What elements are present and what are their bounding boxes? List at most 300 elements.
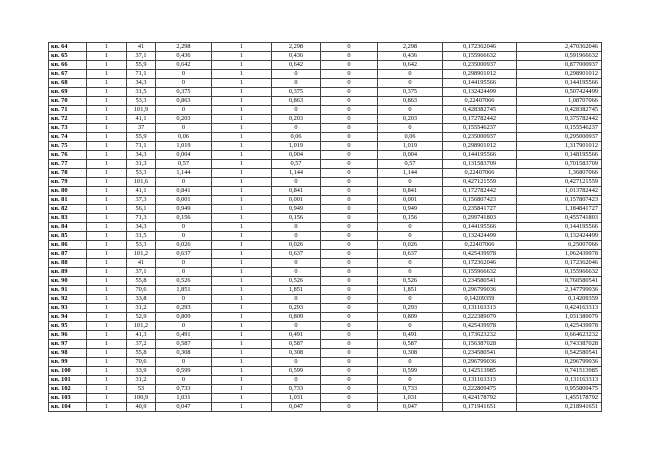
table-row bbox=[49, 340, 602, 349]
factor-cell: 1 bbox=[212, 223, 272, 232]
share-cell: 0,172362046 bbox=[443, 259, 517, 268]
factor-cell: 1 bbox=[212, 358, 272, 367]
count-cell: 1 bbox=[87, 160, 127, 169]
subtotal-cell: 0 bbox=[378, 106, 443, 115]
apartment-cell: кв. 95 bbox=[49, 322, 87, 331]
zero-cell: 0 bbox=[321, 322, 378, 331]
table-row bbox=[49, 385, 602, 394]
adjusted-value-cell: 0,491 bbox=[272, 331, 321, 340]
share-cell: 0,428382745 bbox=[443, 106, 517, 115]
total-cell: 0,25007066 bbox=[517, 241, 602, 250]
adjusted-value-cell: 0 bbox=[272, 178, 321, 187]
value-cell: 0,599 bbox=[156, 367, 212, 376]
adjusted-value-cell: 0,001 bbox=[272, 196, 321, 205]
zero-cell: 0 bbox=[321, 385, 378, 394]
share-cell: 0,155546237 bbox=[443, 124, 517, 133]
adjusted-value-cell: 0,57 bbox=[272, 160, 321, 169]
value-cell: 1,144 bbox=[156, 169, 212, 178]
area-cell: 37,1 bbox=[127, 52, 156, 61]
total-cell: 0,131163313 bbox=[517, 376, 602, 385]
apartment-cell: кв. 83 bbox=[49, 214, 87, 223]
factor-cell: 1 bbox=[212, 376, 272, 385]
count-cell: 1 bbox=[87, 250, 127, 259]
adjusted-value-cell: 0,841 bbox=[272, 187, 321, 196]
subtotal-cell: 0 bbox=[378, 124, 443, 133]
total-cell: 0,428382745 bbox=[517, 106, 602, 115]
value-cell: 1,019 bbox=[156, 142, 212, 151]
subtotal-cell: 0,642 bbox=[378, 61, 443, 70]
zero-cell: 0 bbox=[321, 241, 378, 250]
table-row bbox=[49, 223, 602, 232]
table-body bbox=[49, 43, 602, 412]
area-cell: 71,3 bbox=[127, 214, 156, 223]
factor-cell: 1 bbox=[212, 322, 272, 331]
area-cell: 31,5 bbox=[127, 88, 156, 97]
table-row bbox=[49, 124, 602, 133]
table-row bbox=[49, 160, 602, 169]
zero-cell: 0 bbox=[321, 115, 378, 124]
count-cell: 1 bbox=[87, 385, 127, 394]
subtotal-cell: 0,06 bbox=[378, 133, 443, 142]
zero-cell: 0 bbox=[321, 88, 378, 97]
total-cell: 0,877000937 bbox=[517, 61, 602, 70]
area-cell: 101,9 bbox=[127, 106, 156, 115]
factor-cell: 1 bbox=[212, 286, 272, 295]
table-row bbox=[49, 241, 602, 250]
factor-cell: 1 bbox=[212, 133, 272, 142]
adjusted-value-cell: 0 bbox=[272, 223, 321, 232]
zero-cell: 0 bbox=[321, 340, 378, 349]
area-cell: 34,3 bbox=[127, 223, 156, 232]
area-cell: 41,1 bbox=[127, 187, 156, 196]
area-cell: 33,9 bbox=[127, 367, 156, 376]
subtotal-cell: 0 bbox=[378, 70, 443, 79]
share-cell: 0,299741803 bbox=[443, 214, 517, 223]
adjusted-value-cell: 0,642 bbox=[272, 61, 321, 70]
value-cell: 1,851 bbox=[156, 286, 212, 295]
factor-cell: 1 bbox=[212, 367, 272, 376]
count-cell: 1 bbox=[87, 241, 127, 250]
area-cell: 55,9 bbox=[127, 133, 156, 142]
apartment-cell: кв. 78 bbox=[49, 169, 87, 178]
apartment-cell: кв. 100 bbox=[49, 367, 87, 376]
adjusted-value-cell: 0,949 bbox=[272, 205, 321, 214]
subtotal-cell: 0,587 bbox=[378, 340, 443, 349]
apartment-cell: кв. 90 bbox=[49, 277, 87, 286]
value-cell: 0,308 bbox=[156, 349, 212, 358]
apartment-cell: кв. 73 bbox=[49, 124, 87, 133]
apartment-cell: кв. 74 bbox=[49, 133, 87, 142]
value-cell: 2,298 bbox=[156, 43, 212, 52]
zero-cell: 0 bbox=[321, 313, 378, 322]
area-cell: 52,9 bbox=[127, 313, 156, 322]
zero-cell: 0 bbox=[321, 124, 378, 133]
value-cell: 0,949 bbox=[156, 205, 212, 214]
zero-cell: 0 bbox=[321, 331, 378, 340]
apartment-cell: кв. 99 bbox=[49, 358, 87, 367]
zero-cell: 0 bbox=[321, 187, 378, 196]
subtotal-cell: 0,841 bbox=[378, 187, 443, 196]
zero-cell: 0 bbox=[321, 160, 378, 169]
subtotal-cell: 0,047 bbox=[378, 403, 443, 412]
area-cell: 55,9 bbox=[127, 61, 156, 70]
total-cell: 1,013782442 bbox=[517, 187, 602, 196]
factor-cell: 1 bbox=[212, 331, 272, 340]
table-row bbox=[49, 142, 602, 151]
apartment-cell: кв. 81 bbox=[49, 196, 87, 205]
subtotal-cell: 0,156 bbox=[378, 214, 443, 223]
share-cell: 0,155966632 bbox=[443, 268, 517, 277]
share-cell: 0,142513985 bbox=[443, 367, 517, 376]
area-cell: 55,8 bbox=[127, 349, 156, 358]
apartment-cell: кв. 67 bbox=[49, 70, 87, 79]
count-cell: 1 bbox=[87, 97, 127, 106]
subtotal-cell: 0,203 bbox=[378, 115, 443, 124]
factor-cell: 1 bbox=[212, 169, 272, 178]
zero-cell: 0 bbox=[321, 286, 378, 295]
share-cell: 0,14209359 bbox=[443, 295, 517, 304]
apartment-cell: кв. 91 bbox=[49, 286, 87, 295]
area-cell: 41,3 bbox=[127, 331, 156, 340]
factor-cell: 1 bbox=[212, 214, 272, 223]
share-cell: 0,172362046 bbox=[443, 43, 517, 52]
total-cell: 0,743387028 bbox=[517, 340, 602, 349]
count-cell: 1 bbox=[87, 52, 127, 61]
apartment-cell: кв. 75 bbox=[49, 142, 87, 151]
value-cell: 0 bbox=[156, 232, 212, 241]
adjusted-value-cell: 0,733 bbox=[272, 385, 321, 394]
adjusted-value-cell: 0,375 bbox=[272, 88, 321, 97]
zero-cell: 0 bbox=[321, 178, 378, 187]
total-cell: 0,507424499 bbox=[517, 88, 602, 97]
zero-cell: 0 bbox=[321, 205, 378, 214]
share-cell: 0,296799036 bbox=[443, 358, 517, 367]
table-row bbox=[49, 394, 602, 403]
adjusted-value-cell: 1,031 bbox=[272, 394, 321, 403]
subtotal-cell: 1,144 bbox=[378, 169, 443, 178]
share-cell: 0,172782442 bbox=[443, 187, 517, 196]
area-cell: 31,5 bbox=[127, 232, 156, 241]
factor-cell: 1 bbox=[212, 250, 272, 259]
total-cell: 1,031389079 bbox=[517, 313, 602, 322]
value-cell: 0,841 bbox=[156, 187, 212, 196]
value-cell: 0,001 bbox=[156, 196, 212, 205]
adjusted-value-cell: 0,599 bbox=[272, 367, 321, 376]
value-cell: 0,642 bbox=[156, 61, 212, 70]
adjusted-value-cell: 0 bbox=[272, 106, 321, 115]
zero-cell: 0 bbox=[321, 358, 378, 367]
value-cell: 0,863 bbox=[156, 97, 212, 106]
share-cell: 0,235000937 bbox=[443, 61, 517, 70]
total-cell: 0,664623232 bbox=[517, 331, 602, 340]
factor-cell: 1 bbox=[212, 151, 272, 160]
table-row bbox=[49, 187, 602, 196]
total-cell: 0,760580541 bbox=[517, 277, 602, 286]
zero-cell: 0 bbox=[321, 106, 378, 115]
total-cell: 0,591966632 bbox=[517, 52, 602, 61]
subtotal-cell: 0,293 bbox=[378, 304, 443, 313]
table-row bbox=[49, 196, 602, 205]
zero-cell: 0 bbox=[321, 196, 378, 205]
area-cell: 37,2 bbox=[127, 340, 156, 349]
total-cell: 0,701583709 bbox=[517, 160, 602, 169]
count-cell: 1 bbox=[87, 196, 127, 205]
adjusted-value-cell: 0 bbox=[272, 358, 321, 367]
value-cell: 0,026 bbox=[156, 241, 212, 250]
total-cell: 0,455741803 bbox=[517, 214, 602, 223]
value-cell: 0,57 bbox=[156, 160, 212, 169]
value-cell: 0,526 bbox=[156, 277, 212, 286]
share-cell: 0,424178792 bbox=[443, 394, 517, 403]
count-cell: 1 bbox=[87, 376, 127, 385]
count-cell: 1 bbox=[87, 403, 127, 412]
area-cell: 31,3 bbox=[127, 160, 156, 169]
share-cell: 0,222389079 bbox=[443, 313, 517, 322]
table-row bbox=[49, 70, 602, 79]
value-cell: 0,375 bbox=[156, 88, 212, 97]
adjusted-value-cell: 0,809 bbox=[272, 313, 321, 322]
apartment-cell: кв. 64 bbox=[49, 43, 87, 52]
count-cell: 1 bbox=[87, 214, 127, 223]
apartment-cell: кв. 103 bbox=[49, 394, 87, 403]
adjusted-value-cell: 0,06 bbox=[272, 133, 321, 142]
value-cell: 0 bbox=[156, 295, 212, 304]
count-cell: 1 bbox=[87, 232, 127, 241]
subtotal-cell: 0,863 bbox=[378, 97, 443, 106]
adjusted-value-cell: 0,526 bbox=[272, 277, 321, 286]
area-cell: 53,3 bbox=[127, 241, 156, 250]
total-cell: 0,295000937 bbox=[517, 133, 602, 142]
apartment-cell: кв. 70 bbox=[49, 97, 87, 106]
share-cell: 0,22407066 bbox=[443, 169, 517, 178]
adjusted-value-cell: 0 bbox=[272, 295, 321, 304]
area-cell: 100,9 bbox=[127, 394, 156, 403]
total-cell: 0,144195566 bbox=[517, 223, 602, 232]
zero-cell: 0 bbox=[321, 79, 378, 88]
zero-cell: 0 bbox=[321, 223, 378, 232]
share-cell: 0,171941651 bbox=[443, 403, 517, 412]
count-cell: 1 bbox=[87, 43, 127, 52]
share-cell: 0,131163313 bbox=[443, 304, 517, 313]
factor-cell: 1 bbox=[212, 304, 272, 313]
count-cell: 1 bbox=[87, 268, 127, 277]
subtotal-cell: 0,436 bbox=[378, 52, 443, 61]
apartment-cell: кв. 84 bbox=[49, 223, 87, 232]
value-cell: 1,031 bbox=[156, 394, 212, 403]
share-cell: 0,425439978 bbox=[443, 250, 517, 259]
share-cell: 0,427121559 bbox=[443, 178, 517, 187]
factor-cell: 1 bbox=[212, 187, 272, 196]
adjusted-value-cell: 0 bbox=[272, 259, 321, 268]
zero-cell: 0 bbox=[321, 250, 378, 259]
zero-cell: 0 bbox=[321, 403, 378, 412]
count-cell: 1 bbox=[87, 349, 127, 358]
factor-cell: 1 bbox=[212, 295, 272, 304]
value-cell: 0 bbox=[156, 70, 212, 79]
share-cell: 0,131163313 bbox=[443, 376, 517, 385]
value-cell: 0,436 bbox=[156, 52, 212, 61]
zero-cell: 0 bbox=[321, 304, 378, 313]
count-cell: 1 bbox=[87, 142, 127, 151]
count-cell: 1 bbox=[87, 367, 127, 376]
zero-cell: 0 bbox=[321, 70, 378, 79]
factor-cell: 1 bbox=[212, 160, 272, 169]
area-cell: 37 bbox=[127, 124, 156, 133]
area-cell: 71,1 bbox=[127, 142, 156, 151]
value-cell: 0,637 bbox=[156, 250, 212, 259]
apartment-cell: кв. 76 bbox=[49, 151, 87, 160]
adjusted-value-cell: 0 bbox=[272, 268, 321, 277]
subtotal-cell: 0,733 bbox=[378, 385, 443, 394]
table-row bbox=[49, 250, 602, 259]
total-cell: 0,172362046 bbox=[517, 259, 602, 268]
share-cell: 0,235841727 bbox=[443, 205, 517, 214]
area-cell: 31,2 bbox=[127, 304, 156, 313]
data-table bbox=[48, 42, 602, 412]
factor-cell: 1 bbox=[212, 97, 272, 106]
total-cell: 0,14209359 bbox=[517, 295, 602, 304]
apartment-cell: кв. 77 bbox=[49, 160, 87, 169]
adjusted-value-cell: 0 bbox=[272, 322, 321, 331]
zero-cell: 0 bbox=[321, 232, 378, 241]
count-cell: 1 bbox=[87, 331, 127, 340]
subtotal-cell: 0 bbox=[378, 358, 443, 367]
adjusted-value-cell: 0,637 bbox=[272, 250, 321, 259]
total-cell: 0,424163313 bbox=[517, 304, 602, 313]
adjusted-value-cell: 0,047 bbox=[272, 403, 321, 412]
count-cell: 1 bbox=[87, 259, 127, 268]
total-cell: 0,741513985 bbox=[517, 367, 602, 376]
share-cell: 0,298901012 bbox=[443, 142, 517, 151]
value-cell: 0,491 bbox=[156, 331, 212, 340]
share-cell: 0,132424499 bbox=[443, 232, 517, 241]
factor-cell: 1 bbox=[212, 115, 272, 124]
adjusted-value-cell: 0 bbox=[272, 79, 321, 88]
value-cell: 0,587 bbox=[156, 340, 212, 349]
value-cell: 0 bbox=[156, 124, 212, 133]
table-row bbox=[49, 376, 602, 385]
share-cell: 0,144195566 bbox=[443, 79, 517, 88]
value-cell: 0 bbox=[156, 358, 212, 367]
table-row bbox=[49, 151, 602, 160]
apartment-cell: кв. 97 bbox=[49, 340, 87, 349]
table-row bbox=[49, 79, 602, 88]
factor-cell: 1 bbox=[212, 178, 272, 187]
apartment-cell: кв. 102 bbox=[49, 385, 87, 394]
factor-cell: 1 bbox=[212, 106, 272, 115]
factor-cell: 1 bbox=[212, 268, 272, 277]
count-cell: 1 bbox=[87, 133, 127, 142]
zero-cell: 0 bbox=[321, 43, 378, 52]
table-row bbox=[49, 349, 602, 358]
value-cell: 0 bbox=[156, 223, 212, 232]
count-cell: 1 bbox=[87, 124, 127, 133]
apartment-cell: кв. 96 bbox=[49, 331, 87, 340]
table-row bbox=[49, 304, 602, 313]
count-cell: 1 bbox=[87, 277, 127, 286]
factor-cell: 1 bbox=[212, 349, 272, 358]
count-cell: 1 bbox=[87, 223, 127, 232]
area-cell: 53,3 bbox=[127, 169, 156, 178]
zero-cell: 0 bbox=[321, 277, 378, 286]
factor-cell: 1 bbox=[212, 142, 272, 151]
zero-cell: 0 bbox=[321, 214, 378, 223]
total-cell: 1,184841727 bbox=[517, 205, 602, 214]
table-row bbox=[49, 169, 602, 178]
count-cell: 1 bbox=[87, 358, 127, 367]
share-cell: 0,173623232 bbox=[443, 331, 517, 340]
subtotal-cell: 0 bbox=[378, 259, 443, 268]
share-cell: 0,22407066 bbox=[443, 97, 517, 106]
total-cell: 0,955809475 bbox=[517, 385, 602, 394]
area-cell: 53,3 bbox=[127, 97, 156, 106]
count-cell: 1 bbox=[87, 340, 127, 349]
count-cell: 1 bbox=[87, 322, 127, 331]
table-row bbox=[49, 358, 602, 367]
apartment-cell: кв. 94 bbox=[49, 313, 87, 322]
share-cell: 0,144195566 bbox=[443, 151, 517, 160]
factor-cell: 1 bbox=[212, 205, 272, 214]
total-cell: 1,455178792 bbox=[517, 394, 602, 403]
apartment-cell: кв. 80 bbox=[49, 187, 87, 196]
table-row bbox=[49, 178, 602, 187]
table-row bbox=[49, 403, 602, 412]
value-cell: 0 bbox=[156, 106, 212, 115]
factor-cell: 1 bbox=[212, 124, 272, 133]
subtotal-cell: 0,308 bbox=[378, 349, 443, 358]
area-cell: 71,1 bbox=[127, 70, 156, 79]
area-cell: 40,9 bbox=[127, 403, 156, 412]
table-row bbox=[49, 88, 602, 97]
total-cell: 2,147799036 bbox=[517, 286, 602, 295]
zero-cell: 0 bbox=[321, 295, 378, 304]
count-cell: 1 bbox=[87, 394, 127, 403]
table-row bbox=[49, 133, 602, 142]
zero-cell: 0 bbox=[321, 376, 378, 385]
factor-cell: 1 bbox=[212, 277, 272, 286]
area-cell: 101,2 bbox=[127, 322, 156, 331]
total-cell: 0,542580541 bbox=[517, 349, 602, 358]
value-cell: 0,004 bbox=[156, 151, 212, 160]
total-cell: 0,375782442 bbox=[517, 115, 602, 124]
area-cell: 34,3 bbox=[127, 79, 156, 88]
apartment-cell: кв. 79 bbox=[49, 178, 87, 187]
table-row bbox=[49, 286, 602, 295]
zero-cell: 0 bbox=[321, 61, 378, 70]
area-cell: 70,6 bbox=[127, 286, 156, 295]
total-cell: 0,296799036 bbox=[517, 358, 602, 367]
subtotal-cell: 0 bbox=[378, 178, 443, 187]
area-cell: 37,1 bbox=[127, 268, 156, 277]
area-cell: 101,2 bbox=[127, 250, 156, 259]
table-row bbox=[49, 115, 602, 124]
zero-cell: 0 bbox=[321, 97, 378, 106]
adjusted-value-cell: 0 bbox=[272, 70, 321, 79]
share-cell: 0,234580541 bbox=[443, 277, 517, 286]
adjusted-value-cell: 0 bbox=[272, 124, 321, 133]
value-cell: 0,06 bbox=[156, 133, 212, 142]
value-cell: 0 bbox=[156, 376, 212, 385]
count-cell: 1 bbox=[87, 313, 127, 322]
factor-cell: 1 bbox=[212, 403, 272, 412]
apartment-cell: кв. 72 bbox=[49, 115, 87, 124]
apartment-cell: кв. 86 bbox=[49, 241, 87, 250]
adjusted-value-cell: 0 bbox=[272, 376, 321, 385]
table-row bbox=[49, 205, 602, 214]
share-cell: 0,131583709 bbox=[443, 160, 517, 169]
zero-cell: 0 bbox=[321, 142, 378, 151]
factor-cell: 1 bbox=[212, 52, 272, 61]
